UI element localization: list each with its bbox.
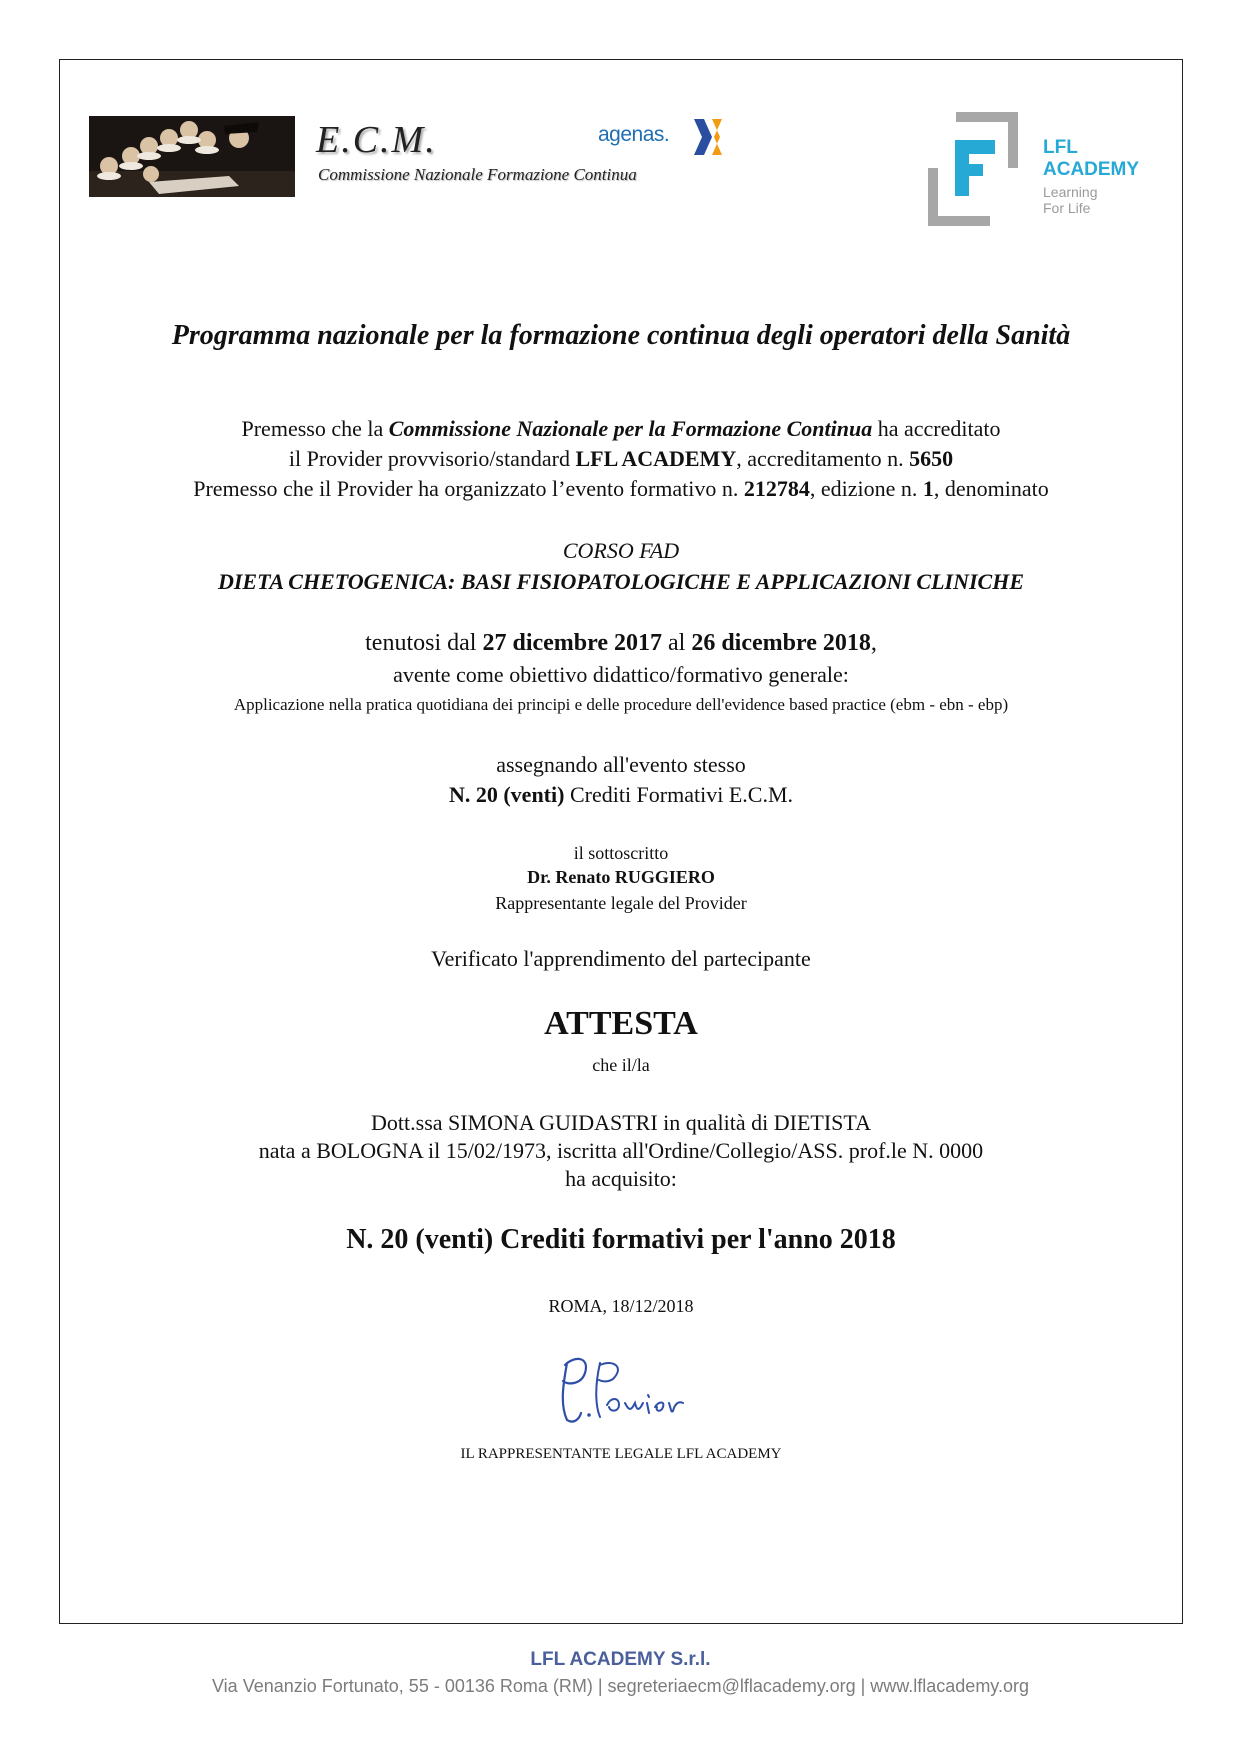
course-type: CORSO FAD (562, 538, 680, 563)
ecm-title: E.C.M. (316, 119, 437, 161)
premise-text: , accreditamento n. (736, 446, 910, 471)
participant-line-2: nata a BOLOGNA il 15/02/1973, iscritta all'Ordine/Collegio/ASS. prof.le N. 0000 (258, 1138, 984, 1163)
verification-text: Verificato l'apprendimento del partecipante (431, 946, 811, 971)
premise-text: , edizione n. (809, 476, 923, 501)
agenas-logo (598, 115, 723, 157)
objective-text: Applicazione nella pratica quotidiana dei principi e delle procedure dell'evidence based practice (ebm - ebn - ebp) (233, 695, 1009, 714)
period-text: , (870, 630, 877, 656)
lfl-tagline-line1: Learning (1043, 184, 1098, 200)
program-title: Programma nazionale per la formazione continua degli operatori della Sanità (171, 320, 1071, 351)
lfl-name-line1: LFL (1043, 137, 1078, 158)
lfl-tagline (1043, 184, 1098, 216)
lfl-academy-logo (928, 112, 1148, 232)
che-text: che il/la (592, 1055, 650, 1075)
accreditation-number: 5650 (909, 446, 954, 471)
premise-text: Premesso che la (241, 416, 389, 441)
objective-intro: avente come obiettivo didattico/formativo generale: (393, 662, 849, 687)
signatory-name: Dr. Renato RUGGIERO (527, 867, 715, 887)
credits-intro: assegnando all'evento stesso (496, 752, 746, 777)
event-number: 212784 (743, 476, 810, 501)
signatory-intro: il sottoscritto (573, 843, 669, 863)
start-date: 27 dicembre 2017 (482, 630, 662, 656)
lfl-mark-icon (928, 112, 1033, 232)
event-credits-count: N. 20 (venti) (448, 782, 565, 807)
footer-company: LFL ACADEMY S.r.l. (530, 1649, 711, 1670)
premise-line-3 (59, 474, 1183, 504)
signature-image (545, 1345, 695, 1435)
premise-text: il Provider provvisorio/standard (288, 446, 576, 471)
premise-line-1 (59, 414, 1183, 444)
awarded-credits: N. 20 (venti) Crediti formativi per l'anno 2018 (346, 1224, 896, 1255)
signatory-role: Rappresentante legale del Provider (495, 893, 747, 913)
signature-caption: IL RAPPRESENTANTE LEGALE LFL ACADEMY (460, 1446, 782, 1462)
provider-name: LFL ACADEMY (575, 446, 737, 471)
period-text: al (662, 630, 692, 656)
premise-text: , denominato (933, 476, 1049, 501)
ecm-painting-logo (89, 116, 295, 197)
lfl-tagline-line2: For Life (1043, 200, 1091, 216)
participant-line-1: Dott.ssa SIMONA GUIDASTRI in qualità di DIETISTA (371, 1110, 871, 1135)
edition-number: 1 (922, 476, 934, 501)
ecm-subtitle: Commissione Nazionale Formazione Continua (318, 165, 637, 184)
place-date: ROMA, 18/12/2018 (548, 1296, 694, 1316)
event-credits (59, 780, 1183, 810)
participant-line-3: ha acquisito: (565, 1166, 677, 1191)
agenas-text: agenas. (598, 123, 670, 146)
course-period (59, 628, 1183, 658)
end-date: 26 dicembre 2018 (691, 630, 871, 656)
premise-text: Premesso che il Provider ha organizzato l’evento formativo n. (193, 476, 744, 501)
footer-address: Via Venanzio Fortunato, 55 - 00136 Roma (RM) | segreteriaecm@lflacademy.org | www.lflacademy.org (212, 1676, 1029, 1696)
agenas-mark-icon (690, 115, 726, 157)
event-credits-label: Crediti Formativi E.C.M. (564, 782, 794, 807)
period-text: tenutosi dal (365, 630, 483, 656)
attesta-heading: ATTESTA (544, 1005, 698, 1042)
course-title: DIETA CHETOGENICA: BASI FISIOPATOLOGICHE E APPLICAZIONI CLINICHE (217, 569, 1025, 594)
lfl-name-line2: ACADEMY (1043, 159, 1140, 180)
premise-text: ha accreditato (872, 416, 1001, 441)
commission-name: Commissione Nazionale per la Formazione Continua (388, 416, 873, 441)
lfl-name (1043, 137, 1139, 181)
premise-line-2 (59, 444, 1183, 474)
